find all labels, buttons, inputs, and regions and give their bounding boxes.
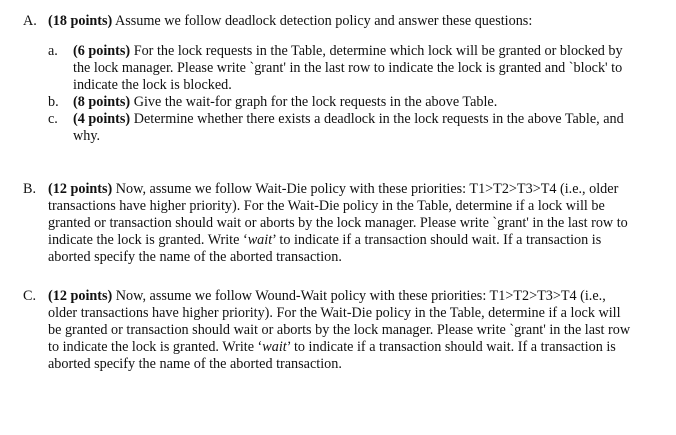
subpart-a-letter: a.	[48, 43, 58, 59]
question-b-points: (12 points)	[48, 181, 113, 197]
subpart-b	[48, 94, 633, 111]
subpart-c-points: (4 points)	[73, 111, 131, 127]
subpart-c	[48, 111, 633, 145]
question-a-body	[48, 13, 633, 30]
question-a-letter: A.	[23, 13, 37, 29]
subpart-c-letter: c.	[48, 111, 58, 127]
question-a	[23, 13, 633, 145]
question-b	[23, 181, 633, 266]
question-b-text-after: ’ to indicate if a transaction should wait. If a transaction is aborted specify the name of the aborted transaction.	[48, 232, 602, 265]
question-c-points: (12 points)	[48, 288, 113, 304]
question-b-wait-word: wait	[247, 232, 273, 248]
question-c-text-before: Now, assume we follow Wound-Wait policy with these priorities: T1>T2>T3>T4 (i.e., older transactions have higher priority). For the Wait-Die policy in the Table, determine if a lock will be granted or transaction should wait or aborts by the lock manager. Please write `grant' in the last row to indicate the lock is granted. Write ‘	[48, 288, 631, 355]
question-b-body	[48, 181, 633, 266]
question-b-letter: B.	[23, 181, 37, 197]
question-c	[23, 288, 633, 373]
question-a-subparts	[23, 43, 633, 145]
question-b-text-before: Now, assume we follow Wait-Die policy with these priorities: T1>T2>T3>T4 (i.e., older transactions have higher priority). For the Wait-Die policy in the Table, determine if a lock will be granted or transaction should wait or aborts by the lock manager. Please write `grant' in the last row to indicate the lock is granted. Write ‘	[48, 181, 628, 248]
subpart-b-points: (8 points)	[73, 94, 131, 110]
question-c-wait-word: wait	[262, 339, 287, 355]
subpart-a	[48, 43, 633, 94]
subpart-a-points: (6 points)	[73, 43, 131, 59]
question-a-points: (18 points)	[48, 13, 113, 29]
question-a-text: Assume we follow deadlock detection policy and answer these questions:	[112, 13, 533, 29]
question-c-letter: C.	[23, 288, 37, 304]
subpart-a-text: For the lock requests in the Table, determine which lock will be granted or blocked by the lock manager. Please write `grant' in the last row to indicate the lock is granted and `block' to indicate the lock is blocked.	[73, 43, 623, 93]
question-c-text-after: ’ to indicate if a transaction should wait. If a transaction is aborted specify the name of the aborted transaction.	[48, 339, 616, 372]
question-c-body	[48, 288, 633, 373]
subpart-b-text: Give the wait-for graph for the lock requests in the above Table.	[130, 94, 498, 110]
subpart-b-letter: b.	[48, 94, 59, 110]
subpart-c-text: Determine whether there exists a deadlock in the lock requests in the above Table, and why.	[73, 111, 624, 144]
